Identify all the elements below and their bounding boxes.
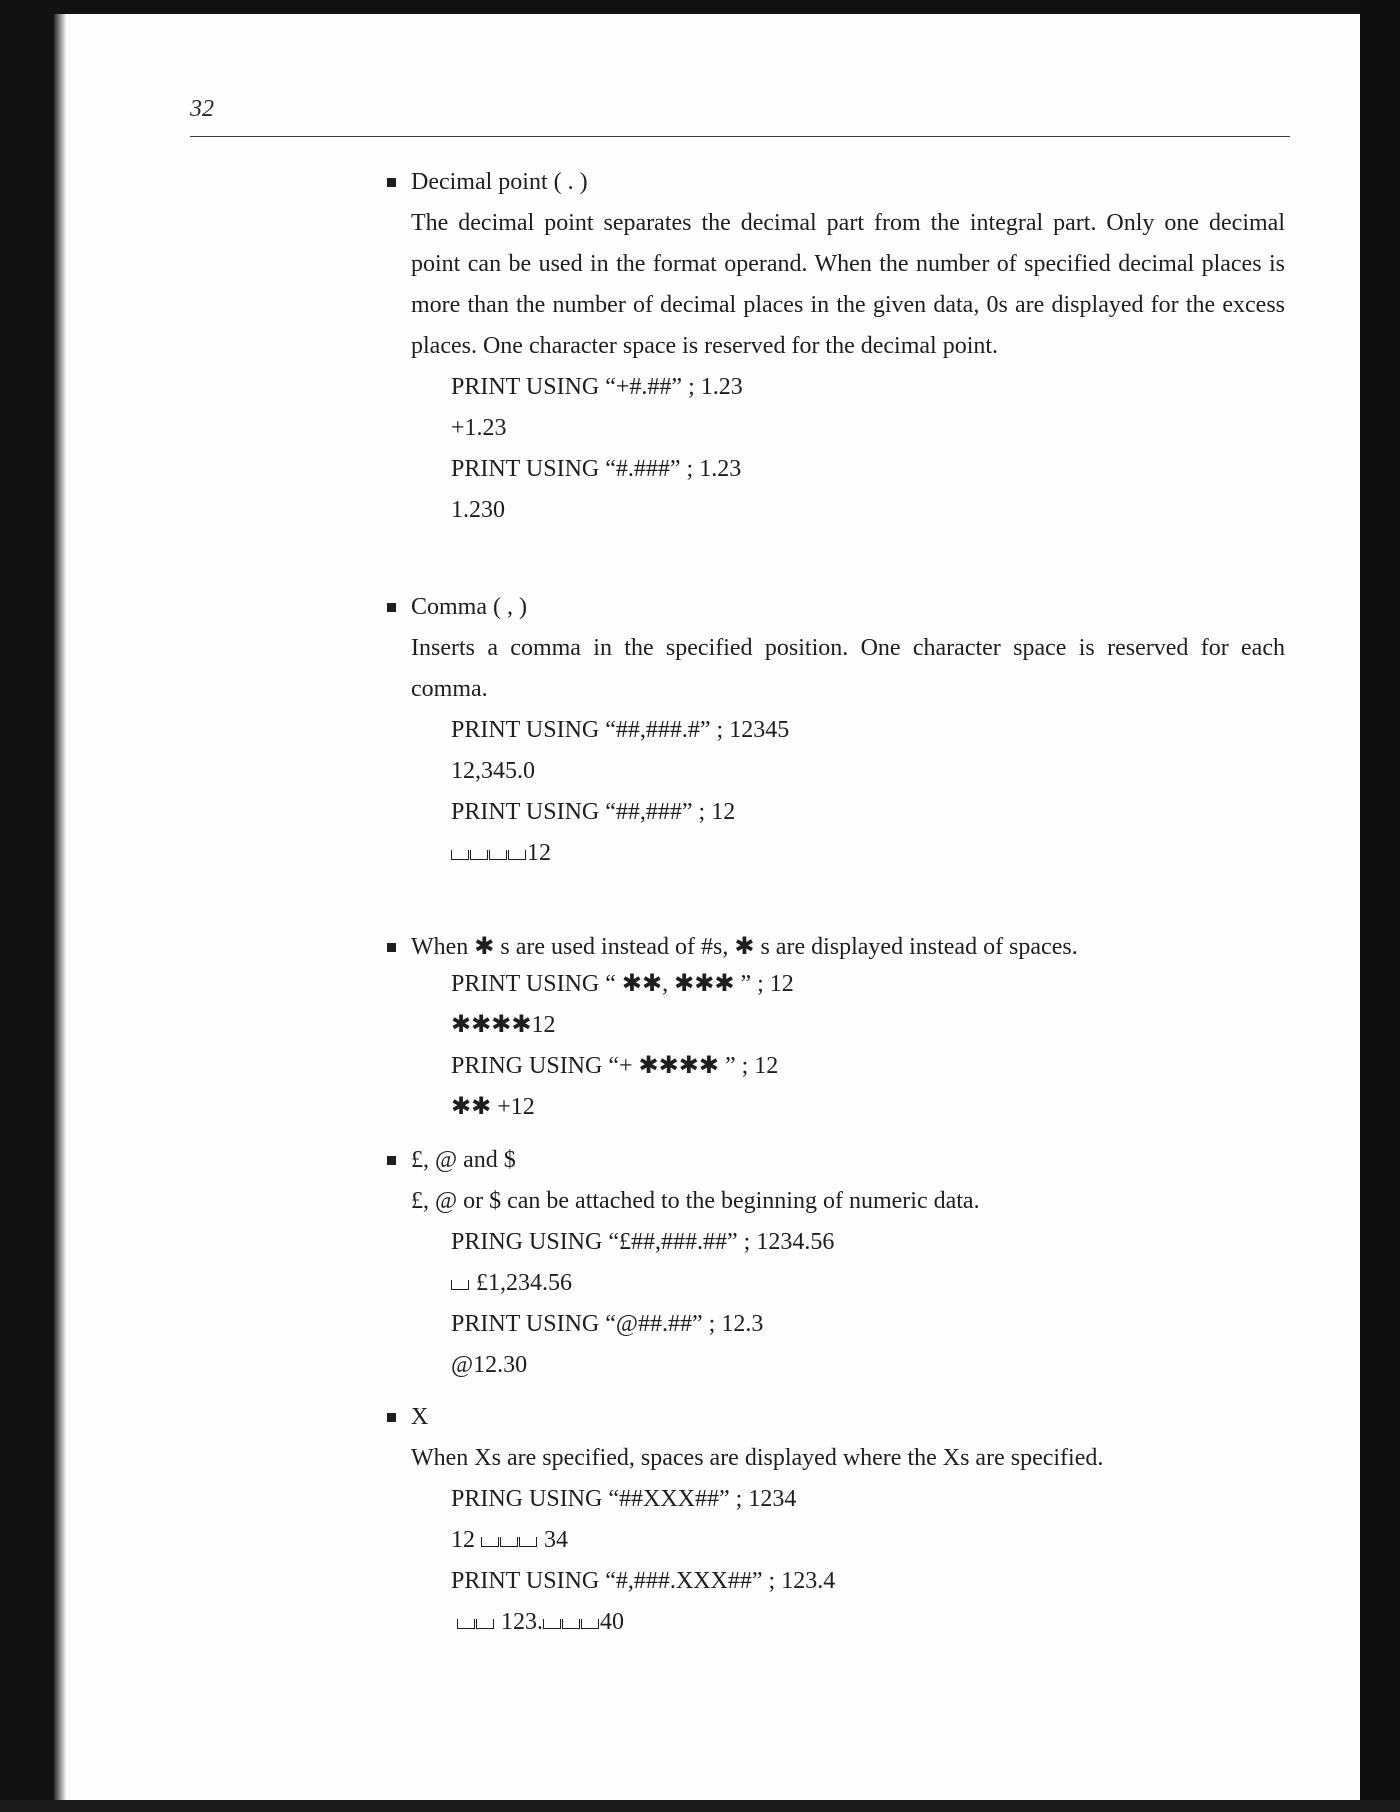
output-text: 12 [451, 1527, 475, 1553]
output-line: 1.230 [451, 497, 505, 523]
scan-border-right [1360, 0, 1400, 1812]
code-examples [451, 964, 1285, 1128]
code-examples [451, 710, 1285, 874]
space-marker-icon [481, 1537, 499, 1547]
space-marker-icon [451, 1280, 469, 1290]
section-asterisk [385, 930, 1285, 1128]
output-line [451, 1520, 1285, 1561]
space-marker-icon [489, 850, 507, 860]
scan-border-bottom [0, 1800, 1400, 1812]
section-title-text: When ✱ s are used instead of #s, ✱ s are displayed instead of spaces. [411, 934, 1078, 960]
scan-border-left [0, 0, 62, 1812]
code-examples [451, 1222, 1285, 1386]
output-text: 34 [544, 1527, 568, 1553]
code-examples [451, 1479, 1285, 1643]
section-paragraph: £, @ or $ can be attached to the beginning of numeric data. [411, 1188, 980, 1214]
code-line: PRINT USING “##,###.#” ; 12345 [451, 717, 790, 743]
section-title [385, 165, 1285, 199]
section-decimal-point [385, 165, 1285, 531]
square-bullet-icon [387, 603, 396, 612]
section-title-text: Comma ( , ) [411, 594, 527, 620]
section-x [385, 1400, 1285, 1643]
output-text: £1,234.56 [476, 1270, 572, 1296]
section-paragraph: Inserts a comma in the specified position. One character space is reserved for each comma. [411, 635, 1285, 702]
section-title-text: £, @ and $ [411, 1147, 516, 1173]
section-currency [385, 1143, 1285, 1386]
output-line [451, 1602, 1285, 1643]
output-line: 12,345.0 [451, 758, 535, 784]
output-line: @12.30 [451, 1352, 528, 1378]
space-marker-icon [500, 1537, 518, 1547]
section-paragraph: The decimal point separates the decimal part from the integral part. Only one decimal point can be used in the format operand. When the number of specified decimal places is more than the number of decimal places in the given data, 0s are displayed for the excess places. One character space is reserved for the decimal point. [411, 210, 1285, 359]
code-line: PRINT USING “+#.##” ; 1.23 [451, 374, 743, 400]
output-line: ✱✱ +12 [451, 1094, 535, 1120]
output-text: 40 [600, 1609, 624, 1635]
square-bullet-icon [387, 1413, 396, 1422]
code-line: PRINT USING “##,###” ; 12 [451, 799, 736, 825]
space-marker-icon [457, 1619, 475, 1629]
code-line: PRINT USING “#.###” ; 1.23 [451, 456, 742, 482]
space-marker-icon [451, 850, 469, 860]
section-title [385, 1143, 1285, 1177]
output-text: 12 [527, 840, 551, 866]
square-bullet-icon [387, 1156, 396, 1165]
scan-border-top [0, 0, 1400, 14]
space-marker-icon [581, 1619, 599, 1629]
code-line: PRINT USING “ ✱✱, ✱✱✱ ” ; 12 [451, 971, 794, 997]
section-title [385, 930, 1285, 964]
section-title-text: Decimal point ( . ) [411, 169, 588, 195]
code-line: PRING USING “##XXX##” ; 1234 [451, 1486, 797, 1512]
space-marker-icon [476, 1619, 494, 1629]
output-line [451, 1263, 1285, 1304]
section-paragraph: When Xs are specified, spaces are displayed where the Xs are specified. [411, 1445, 1104, 1471]
page-number: 32 [190, 96, 214, 122]
code-line: PRINT USING “#,###.XXX##” ; 123.4 [451, 1568, 836, 1594]
scan-binding-shadow [54, 14, 66, 1812]
square-bullet-icon [387, 178, 396, 187]
space-marker-icon [508, 850, 526, 860]
section-title-text: X [411, 1404, 429, 1430]
code-line: PRINT USING “@##.##” ; 12.3 [451, 1311, 764, 1337]
code-line: PRING USING “+ ✱✱✱✱ ” ; 12 [451, 1053, 779, 1079]
space-marker-icon [470, 850, 488, 860]
code-examples [451, 367, 1285, 531]
section-comma [385, 590, 1285, 874]
section-title [385, 1400, 1285, 1434]
output-line [451, 833, 1285, 874]
output-text: 123. [501, 1609, 543, 1635]
space-marker-icon [519, 1537, 537, 1547]
code-line: PRING USING “£##,###.##” ; 1234.56 [451, 1229, 835, 1255]
header-rule [190, 136, 1290, 137]
space-marker-icon [543, 1619, 561, 1629]
output-line: +1.23 [451, 415, 507, 441]
output-line: ✱✱✱✱12 [451, 1012, 556, 1038]
square-bullet-icon [387, 943, 396, 952]
space-marker-icon [562, 1619, 580, 1629]
section-title [385, 590, 1285, 624]
